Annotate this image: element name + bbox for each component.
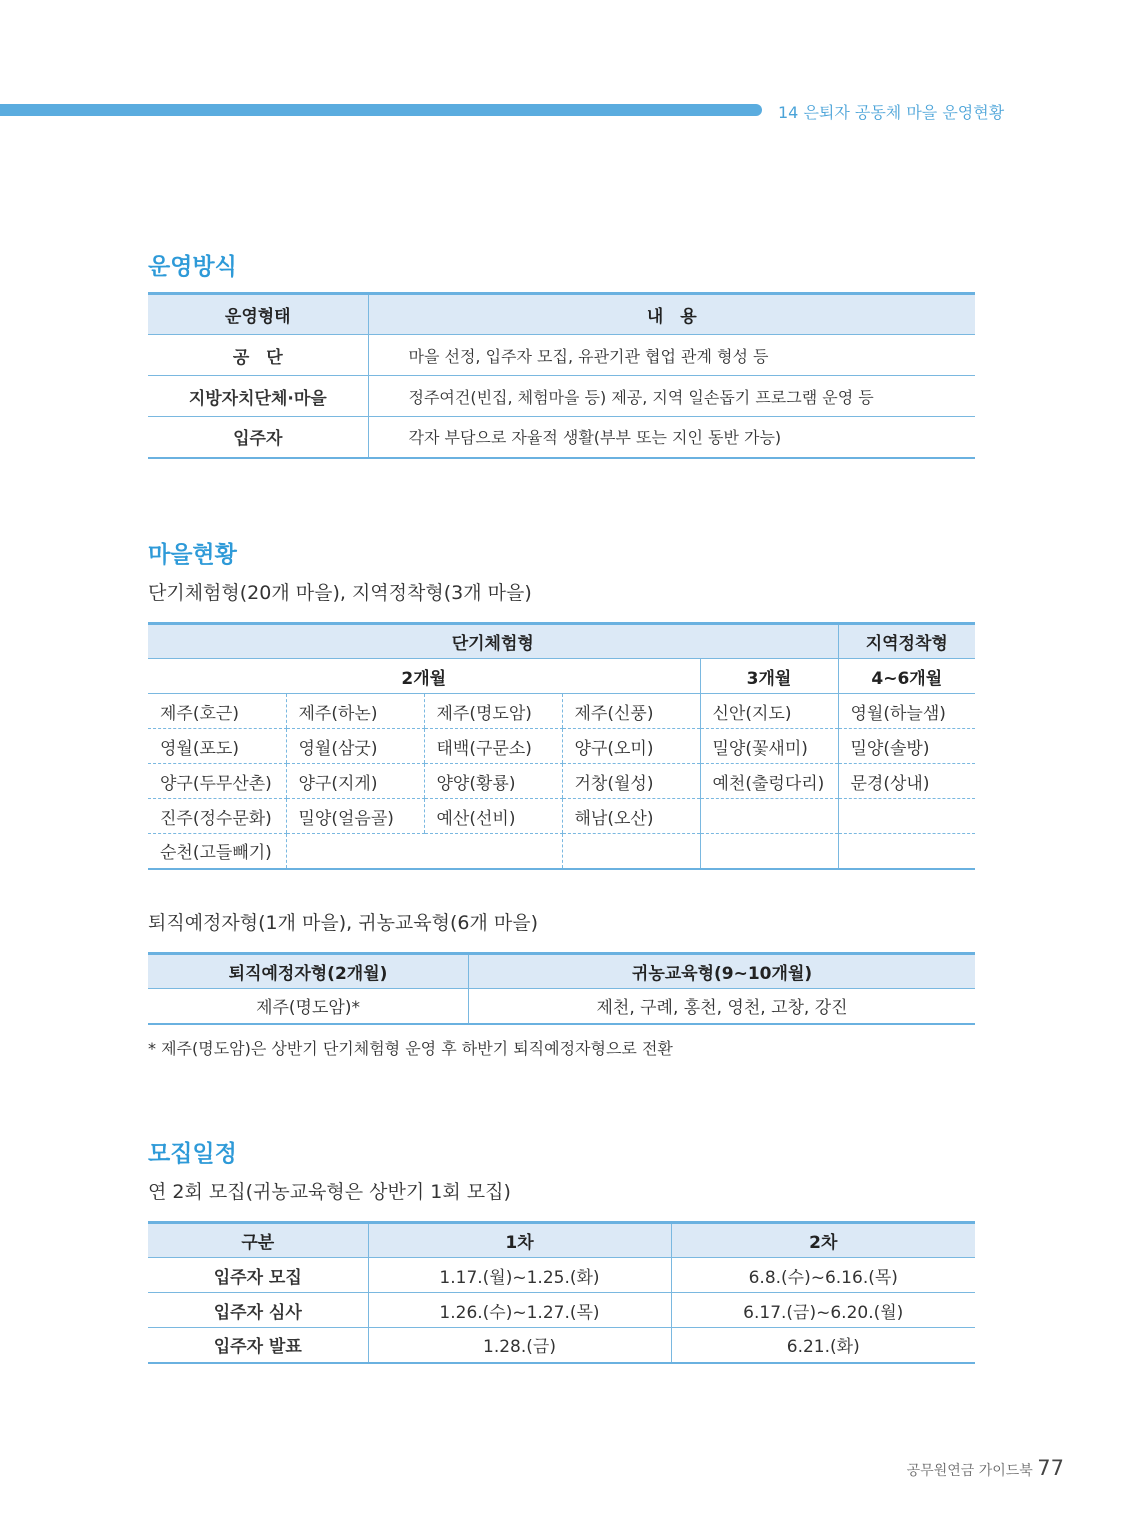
row-value: 마을 선정, 입주자 모집, 유관기관 협업 관계 형성 등	[368, 335, 975, 376]
village-cell: 양구(두무산촌)	[148, 764, 286, 799]
villages-subtitle-2: 퇴직예정자형(1개 마을), 귀농교육형(6개 마을)	[148, 912, 539, 934]
village-cell: 진주(정수문화)	[148, 799, 286, 834]
col-header: 3개월	[700, 659, 838, 694]
village-cell: 해남(오산)	[562, 799, 700, 834]
village-cell: 예산(선비)	[424, 799, 562, 834]
village-cell	[700, 834, 838, 869]
village-cell: 영월(포도)	[148, 729, 286, 764]
village-cell	[562, 834, 700, 869]
village-cell: 태백(구문소)	[424, 729, 562, 764]
col-header: 운영형태	[148, 294, 368, 335]
date-cell: 1.17.(월)~1.25.(화)	[368, 1258, 671, 1293]
other-types-table	[148, 952, 975, 1025]
table-row	[148, 1293, 975, 1328]
table-row	[148, 834, 975, 869]
village-cell: 제주(하논)	[286, 694, 424, 729]
footer-label: 공무원연금 가이드북	[906, 1463, 1033, 1479]
footnote: * 제주(명도암)은 상반기 단기체험형 운영 후 하반기 퇴직예정자형으로 전환	[148, 1039, 673, 1058]
table-row	[148, 376, 975, 417]
table-row	[148, 1328, 975, 1363]
row-value: 각자 부담으로 자율적 생활(부부 또는 지인 동반 가능)	[368, 417, 975, 458]
village-cell: 밀양(얼음골)	[286, 799, 424, 834]
village-cell: 문경(상내)	[838, 764, 975, 799]
village-cell: 거창(월성)	[562, 764, 700, 799]
row-key: 입주자 심사	[148, 1293, 368, 1328]
village-cell: 밀양(꽃새미)	[700, 729, 838, 764]
village-cell: 양구(오미)	[562, 729, 700, 764]
village-cell: 순천(고들빼기)	[148, 834, 286, 869]
section-heading-villages: 마을현황	[148, 542, 237, 568]
row-key: 입주자	[148, 417, 368, 458]
col-header: 단기체험형	[148, 624, 838, 659]
col-header: 귀농교육형(9~10개월)	[469, 954, 975, 989]
table-row	[148, 764, 975, 799]
col-header: 지역정착형	[838, 624, 975, 659]
operation-table	[148, 292, 975, 459]
date-cell: 6.17.(금)~6.20.(월)	[671, 1293, 975, 1328]
col-header: 1차	[368, 1223, 671, 1258]
village-cell	[286, 834, 562, 869]
date-cell: 1.28.(금)	[368, 1328, 671, 1363]
section-heading-schedule: 모집일정	[148, 1141, 237, 1167]
schedule-table	[148, 1221, 975, 1364]
chapter-title: 14 은퇴자 공동체 마을 운영현황	[778, 103, 1005, 122]
table-row	[148, 335, 975, 376]
row-key: 지방자치단체·마을	[148, 376, 368, 417]
col-header: 2차	[671, 1223, 975, 1258]
village-cell	[838, 799, 975, 834]
village-cell: 제주(신풍)	[562, 694, 700, 729]
row-key: 입주자 모집	[148, 1258, 368, 1293]
villages-subtitle: 단기체험형(20개 마을), 지역정착형(3개 마을)	[148, 582, 532, 604]
village-cell	[838, 834, 975, 869]
schedule-subtitle: 연 2회 모집(귀농교육형은 상반기 1회 모집)	[148, 1181, 511, 1203]
row-key: 공 단	[148, 335, 368, 376]
villages-table	[148, 622, 975, 870]
village-cell: 제주(명도암)	[424, 694, 562, 729]
col-header: 퇴직예정자형(2개월)	[148, 954, 469, 989]
cell: 제천, 구례, 홍천, 영천, 고창, 강진	[469, 989, 975, 1024]
cell: 제주(명도암)*	[148, 989, 469, 1024]
col-header: 4~6개월	[838, 659, 975, 694]
village-cell	[700, 799, 838, 834]
village-cell: 예천(출렁다리)	[700, 764, 838, 799]
table-row	[148, 417, 975, 458]
date-cell: 1.26.(수)~1.27.(목)	[368, 1293, 671, 1328]
village-cell: 양구(지게)	[286, 764, 424, 799]
section-heading-operation: 운영방식	[148, 254, 237, 280]
village-cell: 밀양(솔방)	[838, 729, 975, 764]
col-header: 구분	[148, 1223, 368, 1258]
page-footer	[907, 1456, 1064, 1480]
date-cell: 6.8.(수)~6.16.(목)	[671, 1258, 975, 1293]
village-cell: 제주(호근)	[148, 694, 286, 729]
village-cell: 영월(삼굿)	[286, 729, 424, 764]
row-key: 입주자 발표	[148, 1328, 368, 1363]
date-cell: 6.21.(화)	[671, 1328, 975, 1363]
table-row	[148, 799, 975, 834]
table-row	[148, 729, 975, 764]
village-cell: 신안(지도)	[700, 694, 838, 729]
village-cell: 양양(황룡)	[424, 764, 562, 799]
col-header: 내 용	[368, 294, 975, 335]
table-row	[148, 694, 975, 729]
table-row	[148, 989, 975, 1024]
table-row	[148, 1258, 975, 1293]
row-value: 정주여건(빈집, 체험마을 등) 제공, 지역 일손돕기 프로그램 운영 등	[368, 376, 975, 417]
village-cell: 영월(하늘샘)	[838, 694, 975, 729]
col-header: 2개월	[148, 659, 700, 694]
page-number: 77	[1037, 1456, 1064, 1480]
header-bar	[0, 104, 762, 116]
